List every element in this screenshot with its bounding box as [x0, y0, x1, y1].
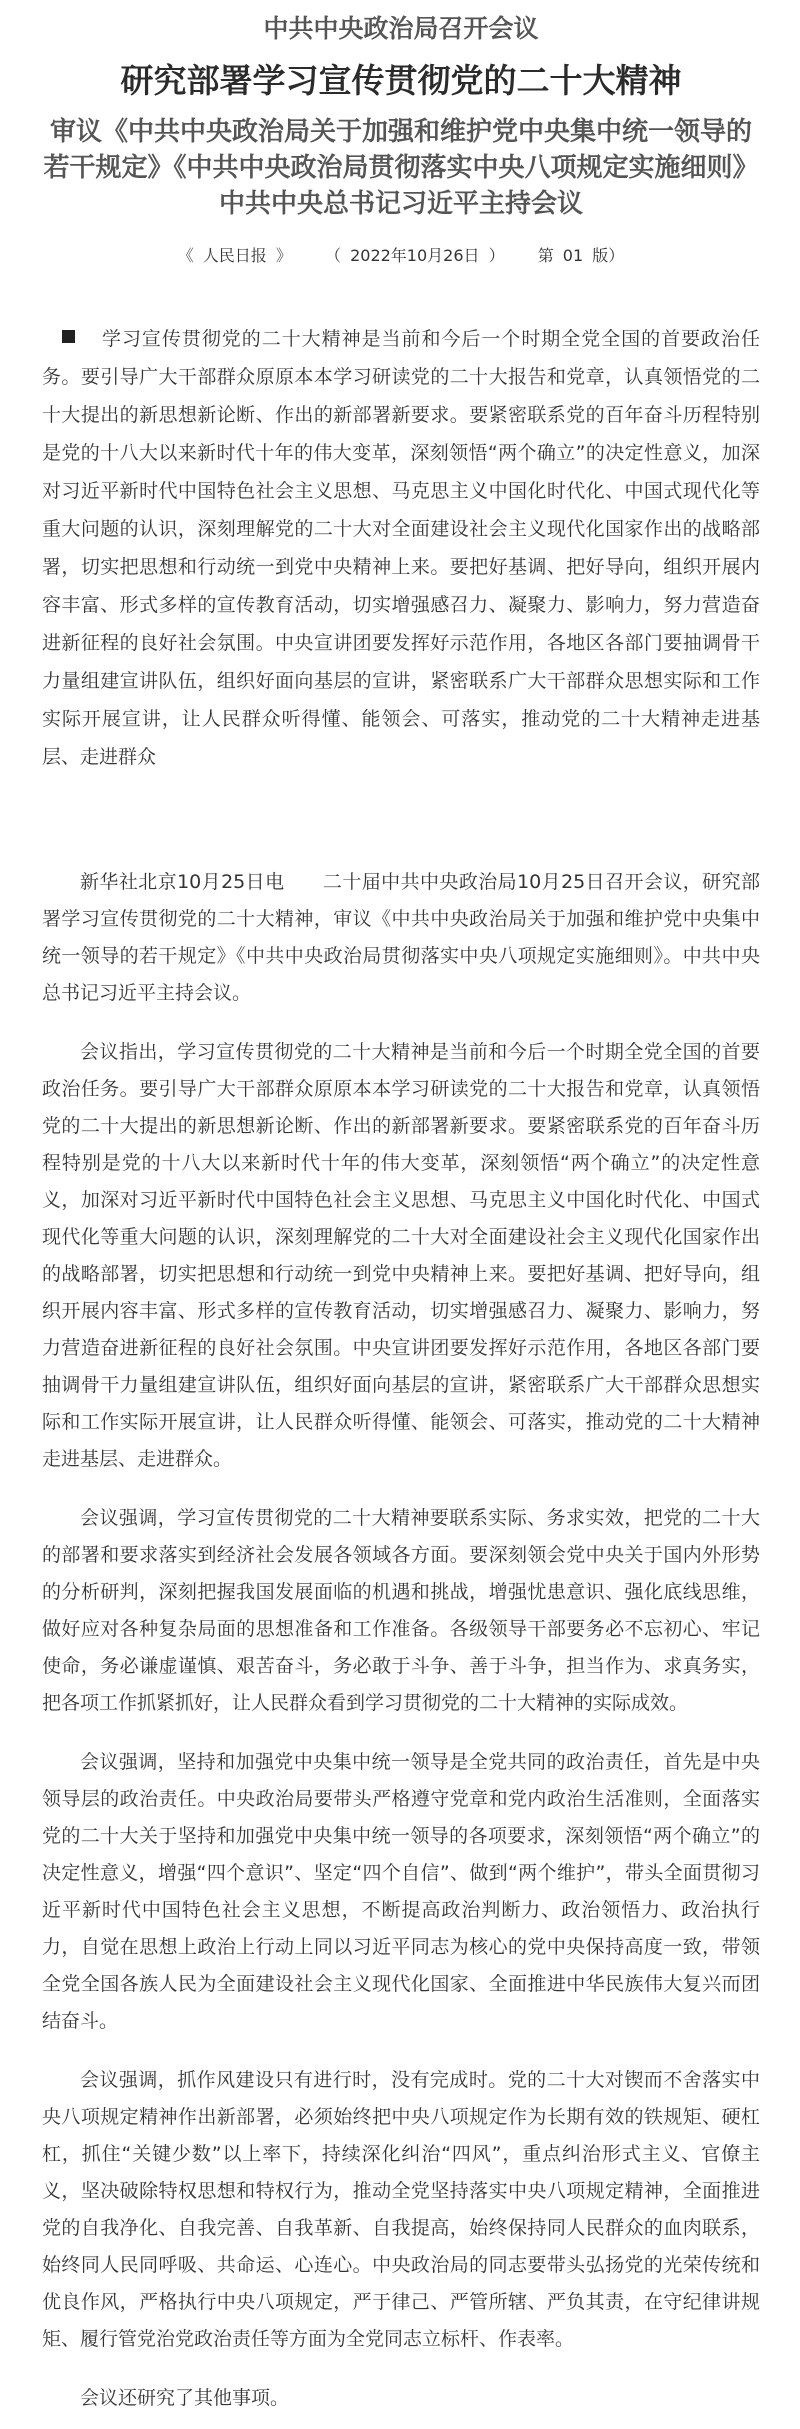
dateline: 新华社北京10月25日电: [80, 871, 285, 893]
lead-paragraph: [42, 864, 760, 1012]
body-paragraph: 会议强调，抓作风建设只有进行时，没有完成时。党的二十大对锲而不舍落实中央八项规定精神作出新部署，必须始终把中央八项规定作为长期有效的铁规矩、硬杠杠，抓住“关键少数”以上率下，持续深化纠治“四风”，重点纠治形式主义、官僚主义，坚决破除特权思想和特权行为，推动全党坚持落实中央八项规定精神，全面推进党的自我净化、自我完善、自我革新、自我提高，始终保持同人民群众的血肉联系，始终同人民同呼吸、共命运、心连心。中央政治局的同志要带头弘扬党的光荣传统和优良作风，严格执行中央八项规定，严于律己、严管所辖、严负其责，在守纪律讲规矩、履行管党治党政治责任等方面为全党同志立标杆、作表率。: [42, 2069, 760, 2350]
newspaper-name: 《 人民日报 》: [177, 246, 292, 265]
square-bullet-icon: [62, 330, 75, 343]
lead-text: 二十届中共中央政治局10月25日召开会议，研究部署学习宣传贯彻党的二十大精神，审议《中共中央政治局关于加强和维护党中央集中统一领导的若干规定》《中共中央政治局贯彻落实中央八项规定实施细则》。中共中央总书记习近平主持会议。: [42, 871, 761, 1004]
sub-headline: 审议《中共中央政治局关于加强和维护党中央集中统一领导的若干规定》《中共中央政治局贯彻落实中央八项规定实施细则》 中共中央总书记习近平主持会议: [43, 117, 759, 219]
body-paragraph: 会议指出，学习宣传贯彻党的二十大精神是当前和今后一个时期全党全国的首要政治任务。要引导广大干部群众原原本本学习研读党的二十大报告和党章，认真领悟党的二十大提出的新思想新论断、作出的新部署新要求。要紧密联系党的百年奋斗历程特别是党的十八大以来新时代十年的伟大变革，深刻领悟“两个确立”的决定性意义，加深对习近平新时代中国特色社会主义思想、马克思主义中国化时代化、中国式现代化等重大问题的认识，深刻理解党的二十大对全面建设社会主义现代化国家作出的战略部署，切实把思想和行动统一到党中央精神上来。要把好基调、把好导向，组织开展内容丰富、形式多样的宣传教育活动，切实增强感召力、凝聚力、影响力，努力营造奋进新征程的良好社会氛围。中央宣讲团要发挥好示范作用，各地区各部门要抽调骨干力量组建宣讲队伍，组织好面向基层的宣讲，紧密联系广大干部群众思想实际和工作实际开展宣讲，让人民群众听得懂、能领会、可落实，推动党的二十大精神走进基层、走进群众。: [42, 1041, 760, 1470]
summary-box: [42, 320, 760, 776]
body-paragraph: 会议强调，坚持和加强党中央集中统一领导是全党共同的政治责任，首先是中央领导层的政治责任。中央政治局要带头严格遵守党章和党内政治生活准则，全面落实党的二十大关于坚持和加强党中央集中统一领导的各项要求，深刻领悟“两个确立”的决定性意义，增强“四个意识”、坚定“四个自信”、做到“两个维护”，带头全面贯彻习近平新时代中国特色社会主义思想，不断提高政治判断力、政治领悟力、政治执行力，自觉在思想上政治上行动上同以习近平同志为核心的党中央保持高度一致，带领全党全国各族人民为全面建设社会主义现代化国家、全面推进中华民族伟大复兴而团结奋斗。: [42, 1751, 760, 2032]
page-title: 研究部署学习宣传贯彻党的二十大精神: [120, 61, 682, 100]
summary-text: 学习宣传贯彻党的二十大精神是当前和今后一个时期全党全国的首要政治任务。要引导广大干部群众原原本本学习研读党的二十大报告和党章，认真领悟党的二十大提出的新思想新论断、作出的新部署新要求。要紧密联系党的百年奋斗历程特别是党的十八大以来新时代十年的伟大变革，深刻领悟“两个确立”的决定性意义，加深对习近平新时代中国特色社会主义思想、马克思主义中国化时代化、中国式现代化等重大问题的认识，深刻理解党的二十大对全面建设社会主义现代化国家作出的战略部署，切实把思想和行动统一到党中央精神上来。要把好基调、把好导向，组织开展内容丰富、形式多样的宣传教育活动，切实增强感召力、凝聚力、影响力，努力营造奋进新征程的良好社会氛围。中央宣讲团要发挥好示范作用，各地区各部门要抽调骨干力量组建宣讲队伍，组织好面向基层的宣讲，紧密联系广大干部群众思想实际和工作实际开展宣讲，让人民群众听得懂、能领会、可落实，推动党的二十大精神走进基层、走进群众: [42, 328, 760, 768]
source-line: [42, 244, 760, 268]
kicker-headline: 中共中央政治局召开会议: [263, 14, 539, 43]
body-paragraph: 会议强调，学习宣传贯彻党的二十大精神要联系实际、务求实效，把党的二十大的部署和要求落实到经济社会发展各领域各方面。要深刻领会党中央关于国内外形势的分析研判，深刻把握我国发展面临的机遇和挑战，增强忧患意识、强化底线思维，做好应对各种复杂局面的思想准备和工作准备。各级领导干部要务必不忘初心、牢记使命，务必谦虚谨慎、艰苦奋斗，务必敢于斗争、善于斗争，担当作为、求真务实，把各项工作抓紧抓好，让人民群众看到学习贯彻党的二十大精神的实际成效。: [42, 1507, 760, 1714]
publish-date: （ 2022年10月26日 ）: [325, 246, 505, 265]
page-number: 第 01 版）: [537, 246, 625, 265]
closing-paragraph: 会议还研究了其他事项。: [80, 2387, 290, 2409]
